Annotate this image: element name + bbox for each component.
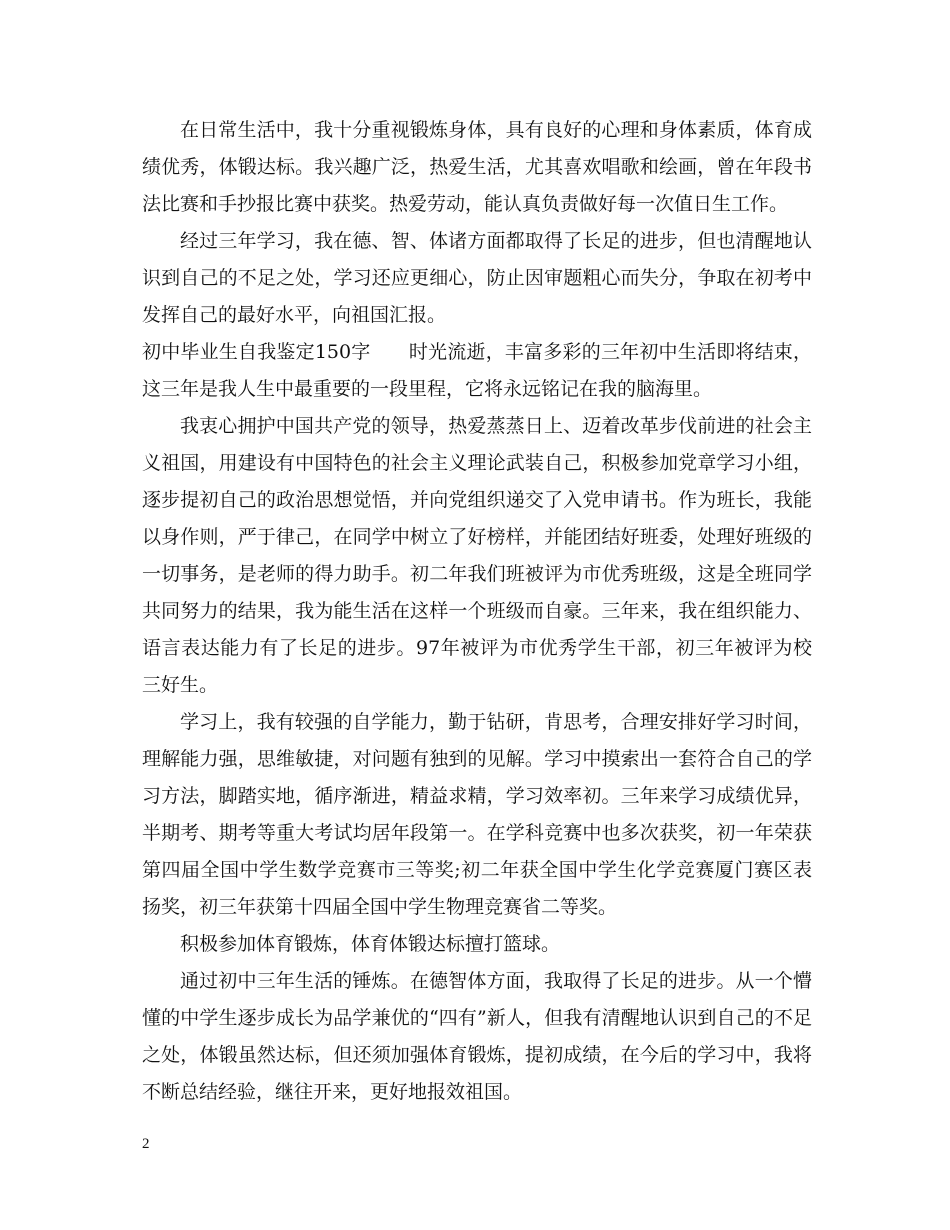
paragraph-political: 我衷心拥护中国共产党的领导，热爱蒸蒸日上、迈着改革步伐前进的社会主义祖国，用建设有中国特色的社会主义理论武装自己，积极参加党章学习小组，逐步提初自己的政治思想觉悟，并向党组织递交了入党申请书。作为班长，我能以身作则，严于律己，在同学中树立了好榜样，并能团结好班委，处理好班级的一切事务，是老师的得力助手。初二年我们班被评为市优秀班级，这是全班同学共同努力的结果，我为能生活在这样一个班级而自豪。三年来，我在组织能力、语言表达能力有了长足的进步。97年被评为市优秀学生干部，初三年被评为校三好生。: [142, 415, 812, 696]
paragraph-study-summary: 经过三年学习，我在德、智、体诸方面都取得了长足的进步，但也清醒地认识到自己的不足之处，学习还应更细心，防止因审题粗心而失分，争取在初考中发挥自己的最好水平，向祖国汇报。: [142, 230, 812, 326]
paragraph-sports: 积极参加体育锻炼，体育体锻达标擅打篮球。: [180, 933, 561, 955]
paragraph-learning: 学习上，我有较强的自学能力，勤于钻研，肯思考，合理安排好学习时间，理解能力强，思维敏捷，对问题有独到的见解。学习中摸索出一套符合自己的学习方法，脚踏实地，循序渐进，精益求精，学习效率初。三年来学习成绩优异，半期考、期考等重大考试均居年段第一。在学科竞赛中也多次获奖，初一年荣获第四届全国中学生数学竞赛市三等奖;初二年获全国中学生化学竞赛厦门赛区表扬奖，初三年获第十四届全国中学生物理竞赛省二等奖。: [142, 711, 812, 918]
paragraph-conclusion: 通过初中三年生活的锤炼。在德智体方面，我取得了长足的进步。从一个懵懂的中学生逐步成长为品学兼优的“四有”新人，但我有清醒地认识到自己的不足之处，体锻虽然达标，但还须加强体育锻炼，提初成绩，在今后的学习中，我将不断总结经验，继往开来，更好地报效祖国。: [142, 970, 812, 1103]
page-number: 2: [142, 1136, 150, 1152]
paragraph-section-heading: 初中毕业生自我鉴定150字 时光流逝，丰富多彩的三年初中生活即将结束，这三年是我人生中最重要的一段里程，它将永远铭记在我的脑海里。: [142, 341, 812, 400]
paragraph-health: 在日常生活中，我十分重视锻炼身体，具有良好的心理和身体素质，体育成绩优秀，体锻达标。我兴趣广泛，热爱生活，尤其喜欢唱歌和绘画，曾在年段书法比赛和手抄报比赛中获奖。热爱劳动，能认真负责做好每一次值日生工作。: [142, 119, 812, 215]
document-body: [142, 112, 812, 1111]
